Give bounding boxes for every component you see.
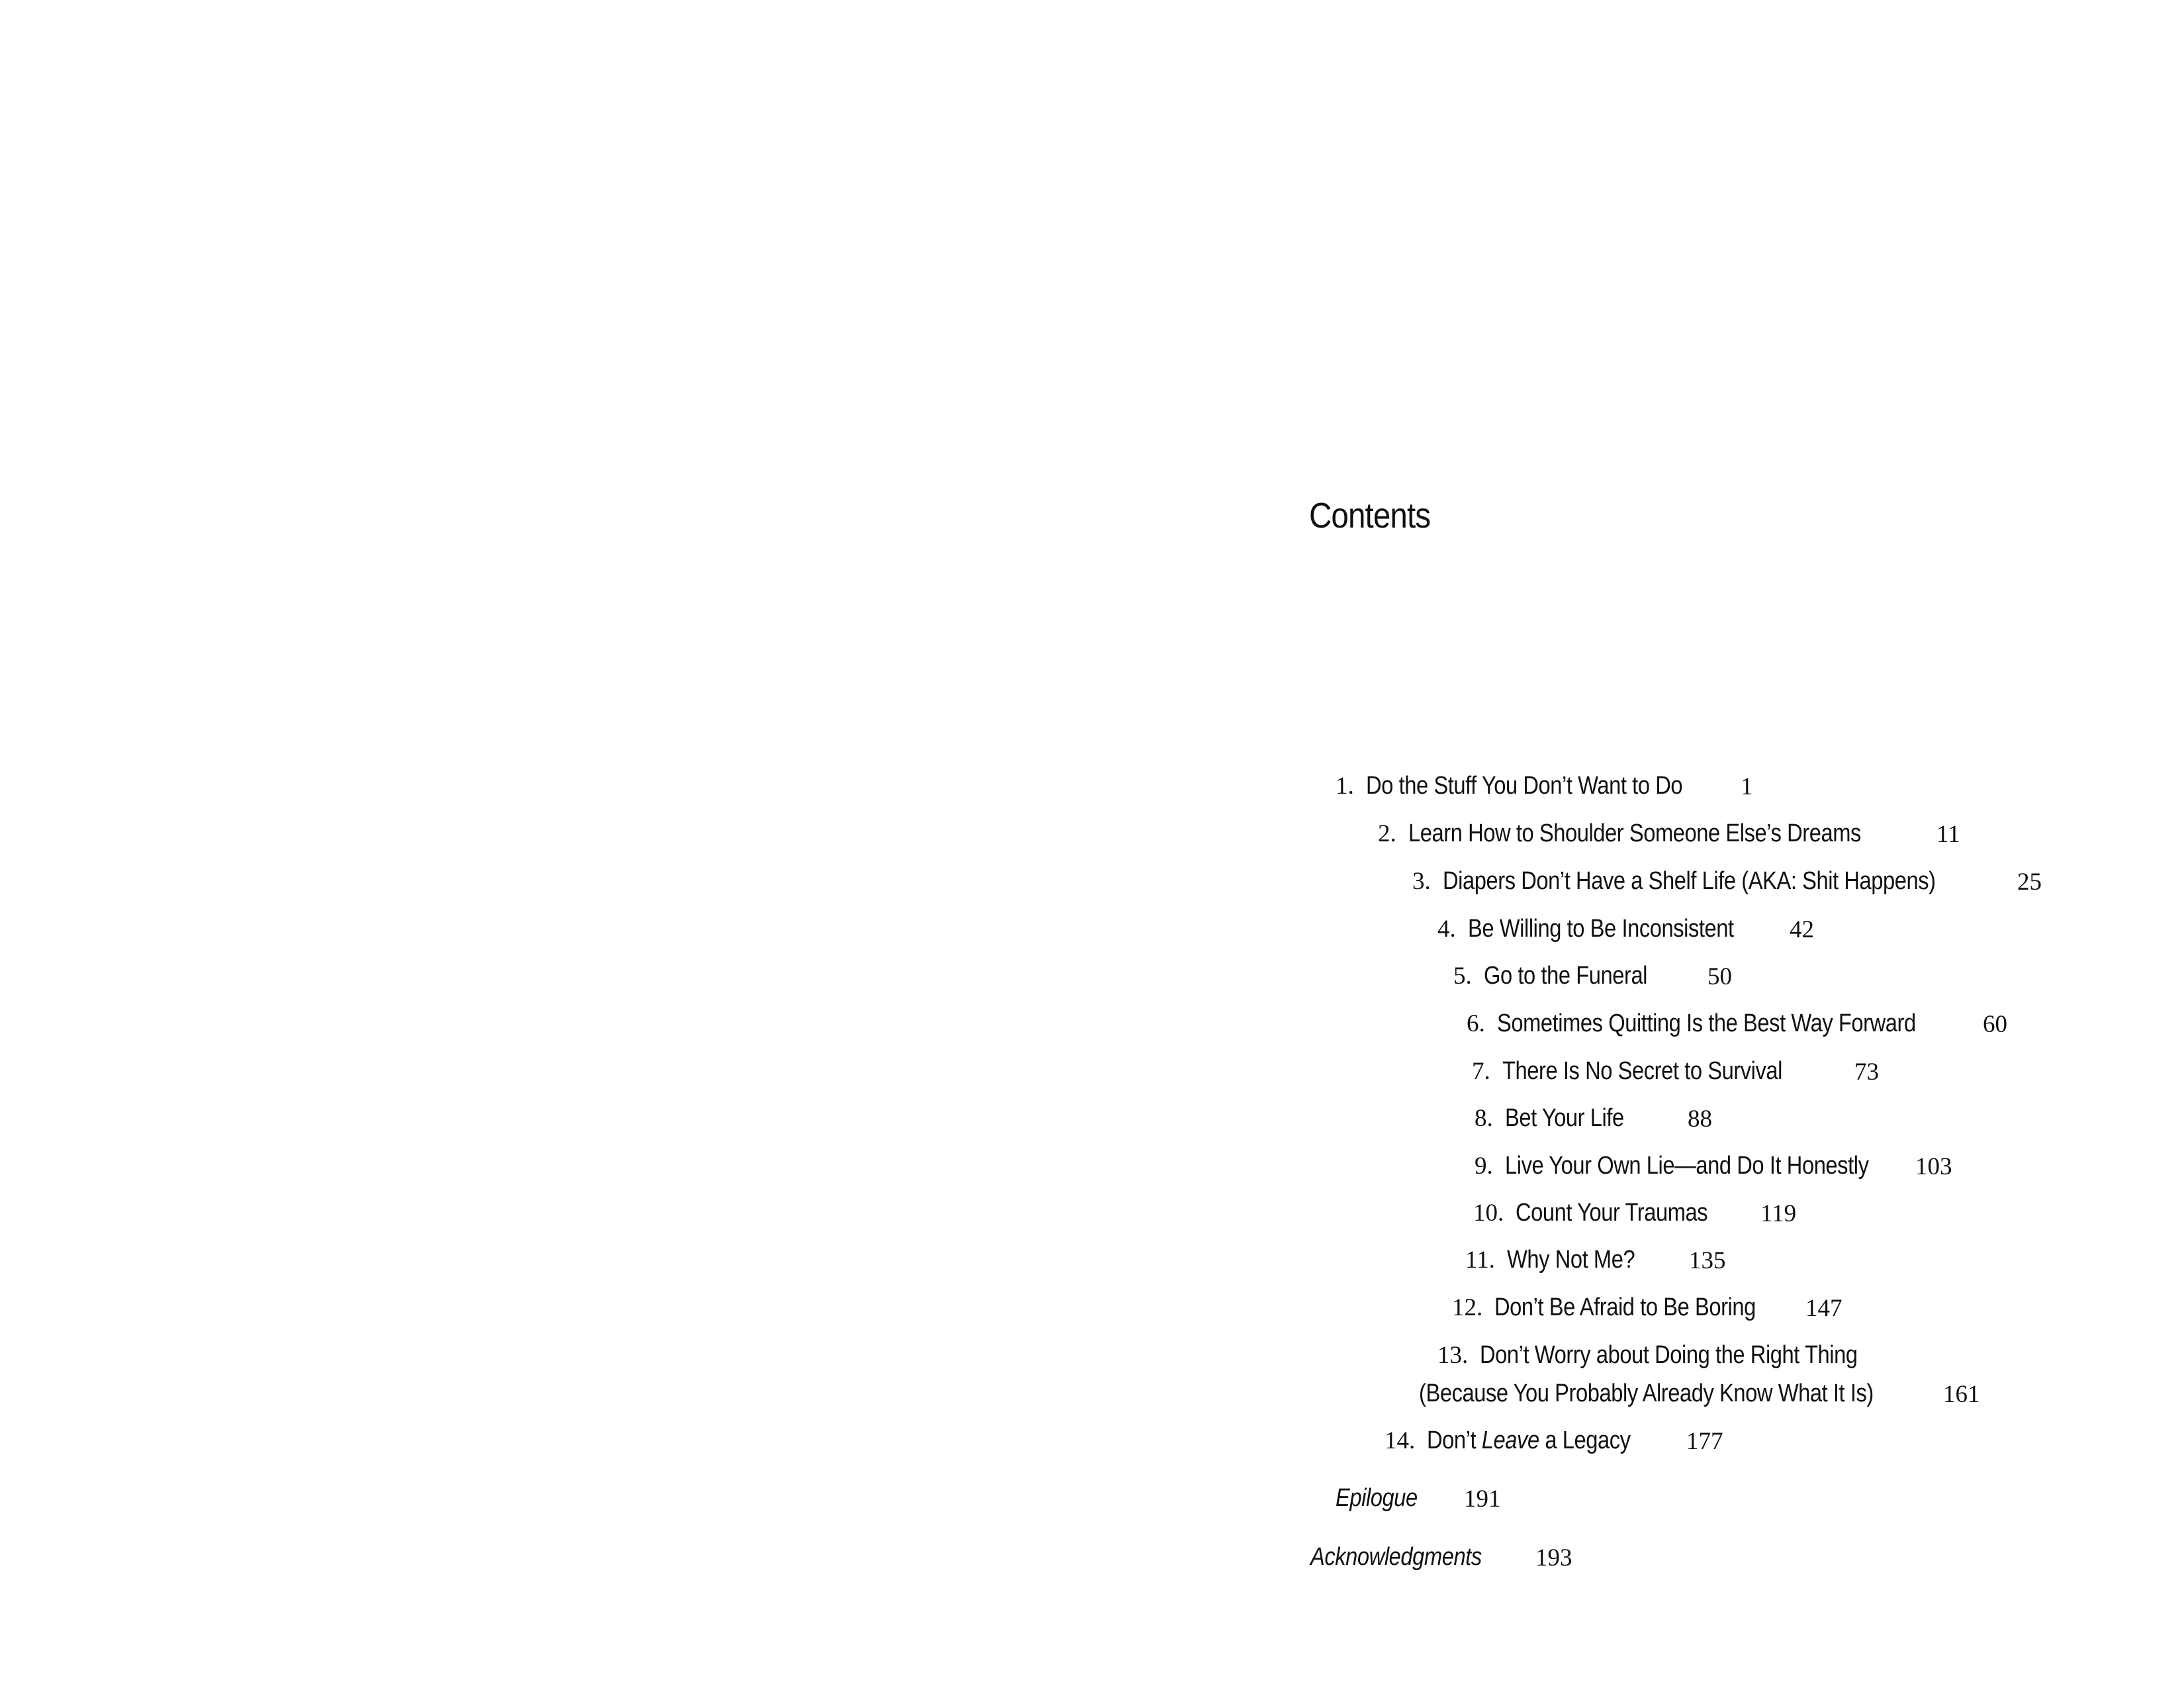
chapter-title: Don’t Be Afraid to Be Boring <box>1494 1293 1756 1321</box>
chapter-number: 14. <box>1385 1427 1416 1454</box>
page-number: 11 <box>1936 821 1960 848</box>
chapter-number: 3. <box>1412 868 1431 895</box>
toc-entry-11[interactable] <box>1465 1246 1726 1274</box>
page-number: 73 <box>1854 1058 1879 1086</box>
acknowledgments-title: Acknowledgments <box>1310 1543 1482 1571</box>
toc-entry-12[interactable] <box>1452 1293 1843 1322</box>
chapter-number: 8. <box>1475 1105 1493 1132</box>
chapter-title: Do the Stuff You Don’t Want to Do <box>1365 772 1682 800</box>
title-italic-word: Leave <box>1482 1427 1539 1454</box>
chapter-number: 2. <box>1378 820 1396 847</box>
page-number: 25 <box>2017 868 2042 896</box>
chapter-number: 10. <box>1473 1199 1504 1227</box>
chapter-title: Be Willing to Be Inconsistent <box>1467 915 1734 943</box>
chapter-title: Learn How to Shoulder Someone Else’s Dreams <box>1408 820 1861 847</box>
toc-entry-1[interactable] <box>1336 772 1753 800</box>
contents-heading: Contents <box>1309 496 1431 536</box>
page-number: 88 <box>1688 1105 1712 1133</box>
chapter-number: 1. <box>1336 773 1354 800</box>
chapter-number: 7. <box>1472 1058 1490 1085</box>
toc-entry-13-continued[interactable] <box>1419 1380 1980 1408</box>
chapter-title: Count Your Traumas <box>1516 1199 1708 1227</box>
chapter-number: 9. <box>1475 1152 1493 1180</box>
toc-entry-14[interactable] <box>1385 1427 1723 1455</box>
toc-entry-7[interactable] <box>1472 1057 1879 1086</box>
page-number: 60 <box>1983 1011 2007 1038</box>
page-number: 191 <box>1464 1485 1501 1513</box>
contents-page <box>1092 0 2184 1688</box>
title-part-1: Don’t <box>1427 1427 1482 1454</box>
title-part-2: a Legacy <box>1539 1427 1631 1454</box>
chapter-number: 12. <box>1452 1294 1483 1321</box>
chapter-title: There Is No Secret to Survival <box>1502 1057 1782 1085</box>
chapter-number: 4. <box>1437 915 1456 943</box>
toc-entry-acknowledgments[interactable] <box>1310 1543 1572 1571</box>
toc-entry-epilogue[interactable] <box>1336 1484 1501 1513</box>
toc-entry-4[interactable] <box>1437 915 1814 943</box>
epilogue-title: Epilogue <box>1336 1484 1418 1512</box>
page-number: 193 <box>1535 1544 1572 1571</box>
toc-entry-13[interactable] <box>1437 1342 1919 1368</box>
toc-entry-6[interactable] <box>1467 1009 2007 1038</box>
chapter-title: Why Not Me? <box>1506 1246 1635 1274</box>
chapter-number: 11. <box>1465 1246 1495 1274</box>
toc-entry-8[interactable] <box>1475 1104 1712 1133</box>
toc-entry-10[interactable] <box>1473 1199 1797 1227</box>
page-number: 103 <box>1915 1153 1952 1180</box>
chapter-title: Diapers Don’t Have a Shelf Life (AKA: Shit Happens) <box>1442 867 1936 895</box>
toc-entry-5[interactable] <box>1453 962 1732 990</box>
page-number: 147 <box>1805 1295 1843 1322</box>
chapter-number: 6. <box>1467 1010 1485 1037</box>
toc-entry-2[interactable] <box>1378 820 1960 848</box>
toc-entry-9[interactable] <box>1475 1152 1952 1180</box>
page-number: 177 <box>1686 1428 1723 1455</box>
page-number: 161 <box>1943 1381 1980 1408</box>
chapter-title: Bet Your Life <box>1504 1104 1624 1132</box>
toc-entry-3[interactable] <box>1412 867 2042 896</box>
page-number: 135 <box>1689 1247 1726 1274</box>
chapter-title: Sometimes Quitting Is the Best Way Forward <box>1496 1009 1916 1037</box>
chapter-number: 13. <box>1437 1342 1469 1369</box>
page-number: 50 <box>1707 963 1732 990</box>
page-number: 42 <box>1790 916 1814 943</box>
page-number: 119 <box>1760 1200 1797 1227</box>
page-number: 1 <box>1741 773 1753 800</box>
chapter-title: Don’t Worry about Doing the Right Thing <box>1480 1341 1858 1369</box>
chapter-title: Go to the Funeral <box>1483 962 1647 990</box>
chapter-title: Live Your Own Lie—and Do It Honestly <box>1504 1152 1869 1180</box>
chapter-title-line2: (Because You Probably Already Know What It Is) <box>1419 1380 1874 1407</box>
chapter-number: 5. <box>1453 962 1472 990</box>
chapter-title <box>1427 1428 1631 1453</box>
